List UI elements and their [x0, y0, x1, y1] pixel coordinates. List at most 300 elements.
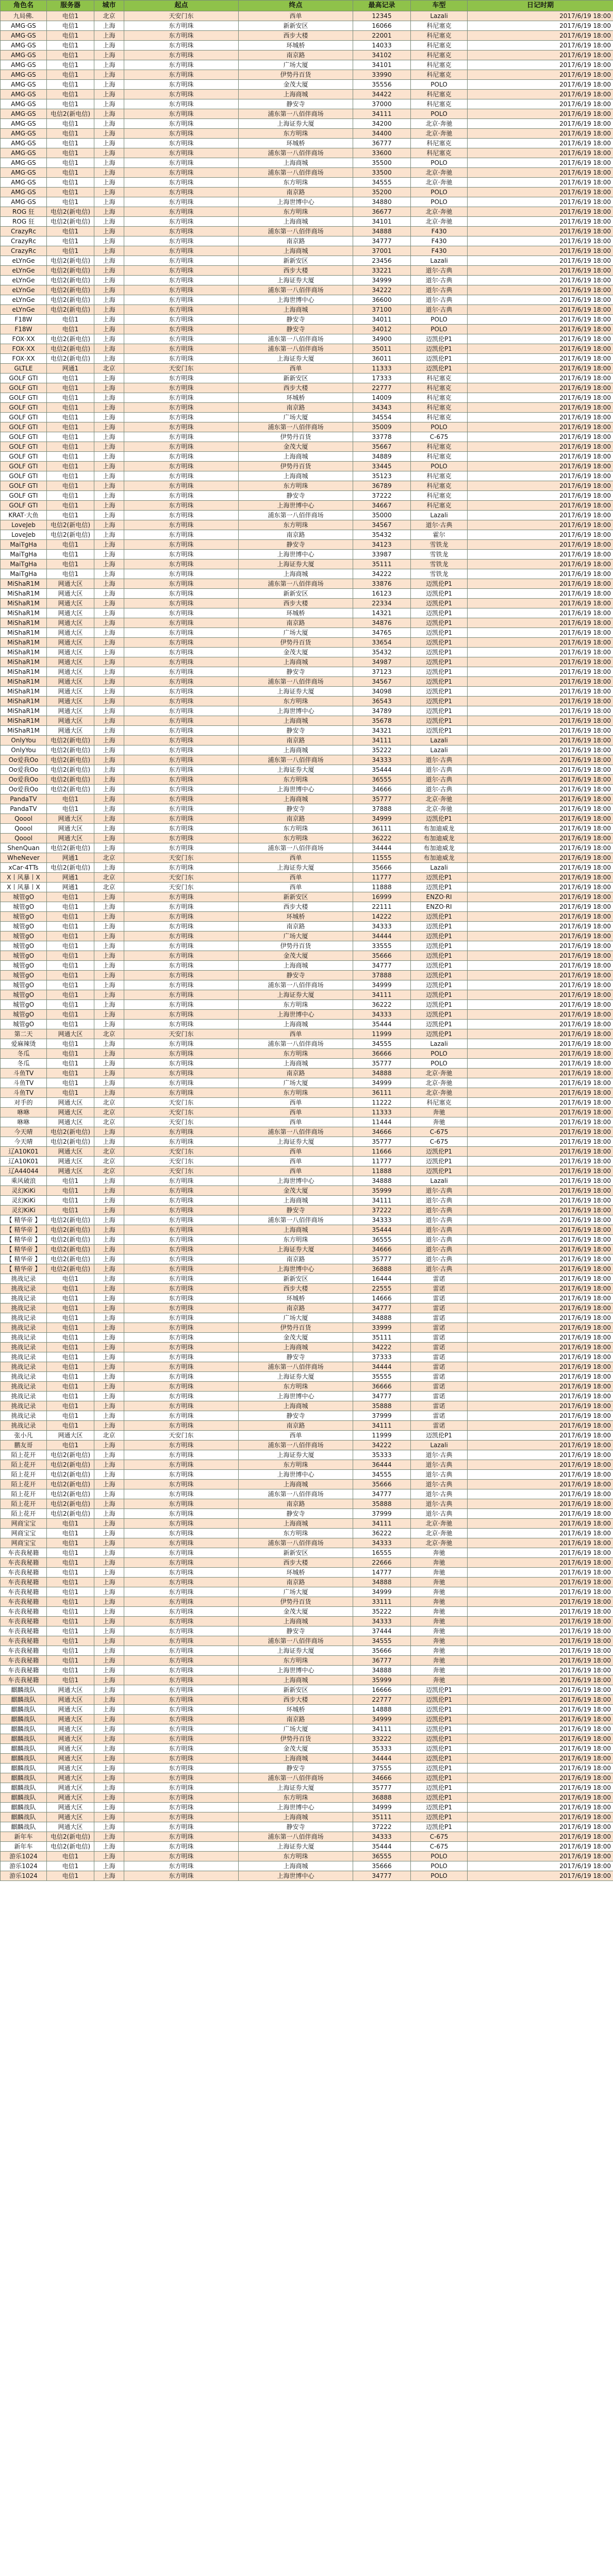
cell-best-record: 34888: [353, 1313, 411, 1323]
cell-record-date: 2017/6/19 18:00: [468, 1548, 613, 1558]
cell-server: 电信1: [47, 422, 94, 432]
cell-server: 电信2(新电信): [47, 285, 94, 295]
cell-server: 电信1: [47, 1871, 94, 1881]
cell-server: 电信2(新电信): [47, 207, 94, 217]
cell-end: 静安寺: [239, 1352, 353, 1362]
cell-role-name: MiShaR1M: [1, 677, 47, 687]
cell-record-date: 2017/6/19 18:00: [468, 1255, 613, 1264]
cell-end: 浦东第一八佰伴商场: [239, 1362, 353, 1372]
cell-start: 东方明珠: [124, 834, 239, 843]
cell-city: 上海: [94, 1411, 124, 1421]
table-row: [1, 980, 613, 990]
cell-start: 东方明珠: [124, 295, 239, 305]
cell-start: 东方明珠: [124, 1529, 239, 1538]
cell-record-date: 2017/6/19 18:00: [468, 432, 613, 442]
table-row: [1, 236, 613, 246]
cell-role-name: MiShaR1M: [1, 608, 47, 618]
cell-start: 天安门东: [124, 1431, 239, 1440]
cell-end: 广场大厦: [239, 60, 353, 70]
cell-start: 东方明珠: [124, 1206, 239, 1215]
cell-city: 上海: [94, 1666, 124, 1675]
cell-role-name: eLYnGe: [1, 256, 47, 266]
cell-record-date: 2017/6/19 18:00: [468, 1274, 613, 1284]
cell-city: 上海: [94, 1754, 124, 1764]
table-row: [1, 1098, 613, 1108]
cell-end: 上海世博中心: [239, 197, 353, 207]
cell-role-name: Qoool: [1, 834, 47, 843]
cell-role-name: Oo爱我Oo: [1, 775, 47, 785]
cell-start: 东方明珠: [124, 736, 239, 745]
cell-record-date: 2017/6/19 18:00: [468, 1705, 613, 1715]
cell-end: 上海证券大厦: [239, 1137, 353, 1147]
table-row: [1, 21, 613, 31]
cell-end: 金茂大厦: [239, 442, 353, 452]
cell-server: 网通大区: [47, 1685, 94, 1695]
cell-role-name: 车丧我秘籍: [1, 1568, 47, 1578]
cell-role-name: 麒麟战队: [1, 1705, 47, 1715]
cell-server: 电信1: [47, 374, 94, 383]
cell-record-date: 2017/6/19 18:00: [468, 334, 613, 344]
cell-record-date: 2017/6/19 18:00: [468, 1773, 613, 1783]
cell-end: 静安寺: [239, 315, 353, 325]
cell-city: 上海: [94, 922, 124, 931]
cell-server: 电信1: [47, 80, 94, 90]
cell-record-date: 2017/6/19 18:00: [468, 31, 613, 41]
cell-best-record: 34567: [353, 520, 411, 530]
cell-end: 上海证券大厦: [239, 765, 353, 775]
table-row: [1, 530, 613, 540]
cell-record-date: 2017/6/19 18:00: [468, 1078, 613, 1088]
cell-start: 东方明珠: [124, 1088, 239, 1098]
cell-best-record: 34666: [353, 785, 411, 794]
cell-car-model: Lazali: [411, 1440, 468, 1450]
cell-start: 东方明珠: [124, 794, 239, 804]
table-row: [1, 794, 613, 804]
header-city: 城市: [94, 1, 124, 11]
cell-car-model: 奔驰: [411, 1646, 468, 1656]
cell-car-model: 迈凯伦P1: [411, 677, 468, 687]
cell-best-record: 35444: [353, 1225, 411, 1235]
cell-role-name: X丨风暴丨X: [1, 873, 47, 883]
table-row: [1, 990, 613, 1000]
cell-server: 电信1: [47, 1049, 94, 1059]
cell-start: 东方明珠: [124, 804, 239, 814]
cell-role-name: CrazyRc: [1, 236, 47, 246]
cell-car-model: 奔驰: [411, 1117, 468, 1127]
cell-role-name: 陌上花开: [1, 1509, 47, 1519]
cell-server: 网通大区: [47, 579, 94, 589]
cell-end: 上海商城: [239, 1480, 353, 1489]
cell-best-record: 33987: [353, 550, 411, 560]
table-row: [1, 902, 613, 912]
cell-end: 浦东第一八佰伴商场: [239, 109, 353, 119]
cell-start: 东方明珠: [124, 1744, 239, 1754]
table-row: [1, 344, 613, 354]
table-row: [1, 70, 613, 80]
cell-car-model: F430: [411, 246, 468, 256]
cell-record-date: 2017/6/19 18:00: [468, 1225, 613, 1235]
cell-end: 金茂大厦: [239, 1607, 353, 1617]
cell-city: 上海: [94, 990, 124, 1000]
cell-car-model: C-675: [411, 1842, 468, 1852]
cell-end: 南京路: [239, 1069, 353, 1078]
cell-end: 广场大厦: [239, 413, 353, 422]
cell-server: 电信1: [47, 1597, 94, 1607]
cell-role-name: PandaTV: [1, 794, 47, 804]
cell-city: 北京: [94, 853, 124, 863]
cell-city: 上海: [94, 677, 124, 687]
cell-start: 东方明珠: [124, 1000, 239, 1010]
cell-role-name: 车丧我秘籍: [1, 1617, 47, 1626]
cell-car-model: 北京·奔驰: [411, 129, 468, 139]
cell-start: 东方明珠: [124, 491, 239, 501]
cell-start: 东方明珠: [124, 1186, 239, 1196]
cell-city: 上海: [94, 217, 124, 227]
cell-record-date: 2017/6/19 18:00: [468, 1666, 613, 1675]
cell-role-name: 城管gO: [1, 980, 47, 990]
cell-best-record: 35222: [353, 1607, 411, 1617]
cell-car-model: 科尼塞克: [411, 1098, 468, 1108]
table-row: [1, 853, 613, 863]
cell-best-record: 34999: [353, 1078, 411, 1088]
cell-city: 上海: [94, 706, 124, 716]
cell-role-name: eLYnGe: [1, 305, 47, 315]
cell-start: 东方明珠: [124, 912, 239, 922]
cell-end: 南京路: [239, 1421, 353, 1431]
cell-start: 东方明珠: [124, 1245, 239, 1255]
cell-record-date: 2017/6/19 18:00: [468, 1235, 613, 1245]
cell-car-model: 科尼塞克: [411, 383, 468, 393]
cell-server: 电信1: [47, 413, 94, 422]
cell-car-model: 奔驰: [411, 1597, 468, 1607]
cell-best-record: 35333: [353, 1450, 411, 1460]
cell-end: 上海证券大厦: [239, 863, 353, 873]
cell-start: 东方明珠: [124, 1705, 239, 1715]
cell-role-name: 乘风破浪: [1, 1176, 47, 1186]
cell-city: 上海: [94, 745, 124, 755]
cell-role-name: 挑战记录: [1, 1372, 47, 1382]
cell-server: 电信1: [47, 99, 94, 109]
cell-server: 电信2(新电信): [47, 1127, 94, 1137]
table-row: [1, 354, 613, 364]
table-row: [1, 1509, 613, 1519]
cell-role-name: 辽A10K01: [1, 1147, 47, 1157]
cell-city: 上海: [94, 1088, 124, 1098]
cell-record-date: 2017/6/19 18:00: [468, 765, 613, 775]
cell-start: 东方明珠: [124, 462, 239, 471]
cell-city: 上海: [94, 1646, 124, 1656]
cell-best-record: 11777: [353, 873, 411, 883]
table-row: [1, 1059, 613, 1069]
cell-record-date: 2017/6/19 18:00: [468, 99, 613, 109]
cell-server: 电信1: [47, 1587, 94, 1597]
cell-server: 电信2(新电信): [47, 1255, 94, 1264]
cell-end: 环城桥: [239, 41, 353, 50]
table-row: [1, 1117, 613, 1127]
cell-role-name: AMG·GS: [1, 197, 47, 207]
cell-best-record: 35777: [353, 1783, 411, 1793]
table-row: [1, 1754, 613, 1764]
cell-server: 网通大区: [47, 1147, 94, 1157]
cell-start: 东方明珠: [124, 1401, 239, 1411]
table-row: [1, 726, 613, 736]
cell-car-model: 雷诺: [411, 1421, 468, 1431]
cell-server: 网通大区: [47, 599, 94, 608]
table-row: [1, 922, 613, 931]
cell-car-model: 雪铁龙: [411, 569, 468, 579]
cell-best-record: 33990: [353, 70, 411, 80]
cell-end: 上海商城: [239, 1196, 353, 1206]
cell-server: 电信1: [47, 1440, 94, 1450]
cell-record-date: 2017/6/19 18:00: [468, 1352, 613, 1362]
cell-record-date: 2017/6/19 18:00: [468, 726, 613, 736]
cell-start: 东方明珠: [124, 119, 239, 129]
cell-city: 上海: [94, 618, 124, 628]
cell-server: 电信1: [47, 1088, 94, 1098]
cell-car-model: F430: [411, 227, 468, 236]
cell-record-date: 2017/6/19 18:00: [468, 295, 613, 305]
cell-best-record: 34999: [353, 814, 411, 824]
cell-end: 上海世博中心: [239, 501, 353, 511]
cell-best-record: 34444: [353, 1754, 411, 1764]
cell-record-date: 2017/6/19 18:00: [468, 980, 613, 990]
cell-city: 上海: [94, 1764, 124, 1773]
cell-end: 浦东第一八佰伴商场: [239, 285, 353, 295]
cell-car-model: C-675: [411, 1127, 468, 1137]
cell-server: 电信2(新电信): [47, 1245, 94, 1255]
cell-car-model: 雷诺: [411, 1294, 468, 1303]
cell-end: 广场大厦: [239, 1587, 353, 1597]
cell-record-date: 2017/6/19 18:00: [468, 834, 613, 843]
cell-car-model: 北京·奔驰: [411, 207, 468, 217]
table-row: [1, 677, 613, 687]
cell-city: 上海: [94, 1773, 124, 1783]
cell-end: 西单: [239, 1147, 353, 1157]
cell-start: 东方明珠: [124, 354, 239, 364]
cell-city: 上海: [94, 432, 124, 442]
cell-city: 上海: [94, 1822, 124, 1832]
cell-record-date: 2017/6/19 18:00: [468, 1793, 613, 1803]
table-row: [1, 1666, 613, 1675]
cell-end: 东方明珠: [239, 824, 353, 834]
table-row: [1, 1245, 613, 1255]
cell-record-date: 2017/6/19 18:00: [468, 1538, 613, 1548]
cell-best-record: 34200: [353, 119, 411, 129]
table-row: [1, 1597, 613, 1607]
table-row: [1, 50, 613, 60]
cell-city: 上海: [94, 1480, 124, 1489]
cell-start: 东方明珠: [124, 432, 239, 442]
cell-record-date: 2017/6/19 18:00: [468, 785, 613, 794]
cell-role-name: xCar·4TTs: [1, 863, 47, 873]
table-row: [1, 60, 613, 70]
cell-city: 上海: [94, 1734, 124, 1744]
cell-car-model: 道尔·古典: [411, 1480, 468, 1489]
cell-start: 东方明珠: [124, 667, 239, 677]
cell-best-record: 35888: [353, 1401, 411, 1411]
cell-record-date: 2017/6/19 18:00: [468, 1020, 613, 1029]
cell-city: 上海: [94, 697, 124, 706]
cell-record-date: 2017/6/19 18:00: [468, 1597, 613, 1607]
cell-record-date: 2017/6/19 18:00: [468, 1460, 613, 1470]
table-row: [1, 951, 613, 961]
cell-car-model: 北京·奔驰: [411, 1088, 468, 1098]
table-row: [1, 1029, 613, 1039]
cell-server: 电信1: [47, 1059, 94, 1069]
cell-best-record: 34777: [353, 1303, 411, 1313]
cell-best-record: 34777: [353, 961, 411, 971]
cell-end: 东方明珠: [239, 1000, 353, 1010]
table-row: [1, 1264, 613, 1274]
cell-car-model: 迈凯伦P1: [411, 344, 468, 354]
cell-record-date: 2017/6/19 18:00: [468, 1587, 613, 1597]
cell-city: 北京: [94, 1157, 124, 1166]
cell-role-name: 鹏友哥: [1, 1440, 47, 1450]
cell-car-model: 雷诺: [411, 1382, 468, 1392]
cell-start: 东方明珠: [124, 1049, 239, 1059]
cell-role-name: AMG·GS: [1, 50, 47, 60]
table-row: [1, 148, 613, 158]
cell-end: 金茂大厦: [239, 648, 353, 657]
cell-start: 东方明珠: [124, 608, 239, 618]
cell-role-name: 今天晴: [1, 1137, 47, 1147]
cell-car-model: 科尼塞克: [411, 60, 468, 70]
cell-start: 东方明珠: [124, 824, 239, 834]
cell-city: 上海: [94, 1744, 124, 1754]
cell-best-record: 34400: [353, 129, 411, 139]
cell-city: 上海: [94, 1000, 124, 1010]
cell-record-date: 2017/6/19 18:00: [468, 452, 613, 462]
cell-best-record: 34333: [353, 1832, 411, 1842]
cell-end: 伊势丹百货: [239, 941, 353, 951]
cell-record-date: 2017/6/19 18:00: [468, 941, 613, 951]
cell-role-name: 挑战记录: [1, 1274, 47, 1284]
cell-start: 东方明珠: [124, 1538, 239, 1548]
cell-role-name: 游乐1024: [1, 1852, 47, 1861]
cell-end: 上海证券大厦: [239, 687, 353, 697]
cell-city: 上海: [94, 168, 124, 178]
cell-end: 浦东第一八佰伴商场: [239, 1832, 353, 1842]
cell-record-date: 2017/6/19 18:00: [468, 1401, 613, 1411]
cell-role-name: eLYnGe: [1, 295, 47, 305]
cell-end: 西单: [239, 1117, 353, 1127]
cell-record-date: 2017/6/19 18:00: [468, 1157, 613, 1166]
cell-server: 电信1: [47, 1284, 94, 1294]
cell-start: 东方明珠: [124, 1470, 239, 1480]
cell-best-record: 34333: [353, 1617, 411, 1626]
cell-best-record: 35666: [353, 951, 411, 961]
cell-role-name: GOLF GTI: [1, 442, 47, 452]
cell-end: 东方明珠: [239, 775, 353, 785]
cell-record-date: 2017/6/19 18:00: [468, 1069, 613, 1078]
cell-start: 东方明珠: [124, 1803, 239, 1812]
cell-car-model: 迈凯伦P1: [411, 364, 468, 374]
cell-end: 上海商城: [239, 90, 353, 99]
cell-server: 电信1: [47, 325, 94, 334]
cell-end: 浦东第一八佰伴商场: [239, 511, 353, 520]
cell-end: 静安寺: [239, 1509, 353, 1519]
cell-server: 电信1: [47, 1352, 94, 1362]
cell-start: 东方明珠: [124, 1255, 239, 1264]
cell-role-name: MiShaR1M: [1, 657, 47, 667]
cell-best-record: 16444: [353, 1274, 411, 1284]
cell-server: 网通大区: [47, 1803, 94, 1812]
cell-end: 环城桥: [239, 1294, 353, 1303]
cell-record-date: 2017/6/19 18:00: [468, 90, 613, 99]
cell-best-record: 33778: [353, 432, 411, 442]
cell-best-record: 35556: [353, 80, 411, 90]
cell-best-record: 36888: [353, 1793, 411, 1803]
cell-role-name: 城管gO: [1, 902, 47, 912]
table-row: [1, 334, 613, 344]
cell-role-name: 挑战记录: [1, 1284, 47, 1294]
table-row: [1, 452, 613, 462]
cell-record-date: 2017/6/19 18:00: [468, 1117, 613, 1127]
cell-server: 电信2(新电信): [47, 334, 94, 344]
cell-role-name: AMG·GS: [1, 80, 47, 90]
cell-record-date: 2017/6/19 18:00: [468, 755, 613, 765]
cell-role-name: MaiTgHa: [1, 540, 47, 550]
table-row: [1, 1049, 613, 1059]
cell-end: 静安寺: [239, 667, 353, 677]
cell-start: 东方明珠: [124, 501, 239, 511]
cell-server: 电信1: [47, 1313, 94, 1323]
cell-role-name: 车丧我秘籍: [1, 1607, 47, 1617]
table-row: [1, 1842, 613, 1852]
cell-record-date: 2017/6/19 18:00: [468, 951, 613, 961]
table-row: [1, 648, 613, 657]
cell-car-model: 北京·奔驰: [411, 217, 468, 227]
cell-record-date: 2017/6/19 18:00: [468, 462, 613, 471]
cell-end: 西步大楼: [239, 383, 353, 393]
table-row: [1, 1421, 613, 1431]
cell-car-model: 北京·奔驰: [411, 168, 468, 178]
cell-car-model: 道尔·古典: [411, 1206, 468, 1215]
cell-end: 上海商城: [239, 1519, 353, 1529]
cell-role-name: 【 精华帝 】: [1, 1215, 47, 1225]
cell-best-record: 34333: [353, 922, 411, 931]
cell-start: 东方明珠: [124, 1225, 239, 1235]
cell-server: 电信2(新电信): [47, 1470, 94, 1480]
cell-end: 南京路: [239, 50, 353, 60]
cell-best-record: 22001: [353, 31, 411, 41]
cell-end: 浦东第一八佰伴商场: [239, 755, 353, 765]
table-row: [1, 628, 613, 638]
cell-record-date: 2017/6/19 18:00: [468, 383, 613, 393]
cell-server: 网通大区: [47, 814, 94, 824]
cell-record-date: 2017/6/19 18:00: [468, 1724, 613, 1734]
table-row: [1, 364, 613, 374]
cell-car-model: 迈凯伦P1: [411, 1029, 468, 1039]
cell-car-model: POLO: [411, 158, 468, 168]
table-row: [1, 1401, 613, 1411]
cell-end: 浦东第一八佰伴商场: [239, 1538, 353, 1548]
cell-record-date: 2017/6/19 18:00: [468, 1245, 613, 1255]
cell-start: 东方明珠: [124, 60, 239, 70]
cell-best-record: 22555: [353, 1284, 411, 1294]
cell-record-date: 2017/6/19 18:00: [468, 961, 613, 971]
table-row: [1, 1656, 613, 1666]
cell-start: 东方明珠: [124, 1568, 239, 1578]
cell-start: 东方明珠: [124, 1303, 239, 1313]
cell-car-model: 北京·奔驰: [411, 1519, 468, 1529]
cell-server: 电信1: [47, 1607, 94, 1617]
cell-role-name: AMG·GS: [1, 158, 47, 168]
cell-car-model: 迈凯伦P1: [411, 1685, 468, 1695]
table-row: [1, 393, 613, 403]
cell-car-model: 迈凯伦P1: [411, 1010, 468, 1020]
cell-city: 上海: [94, 99, 124, 109]
